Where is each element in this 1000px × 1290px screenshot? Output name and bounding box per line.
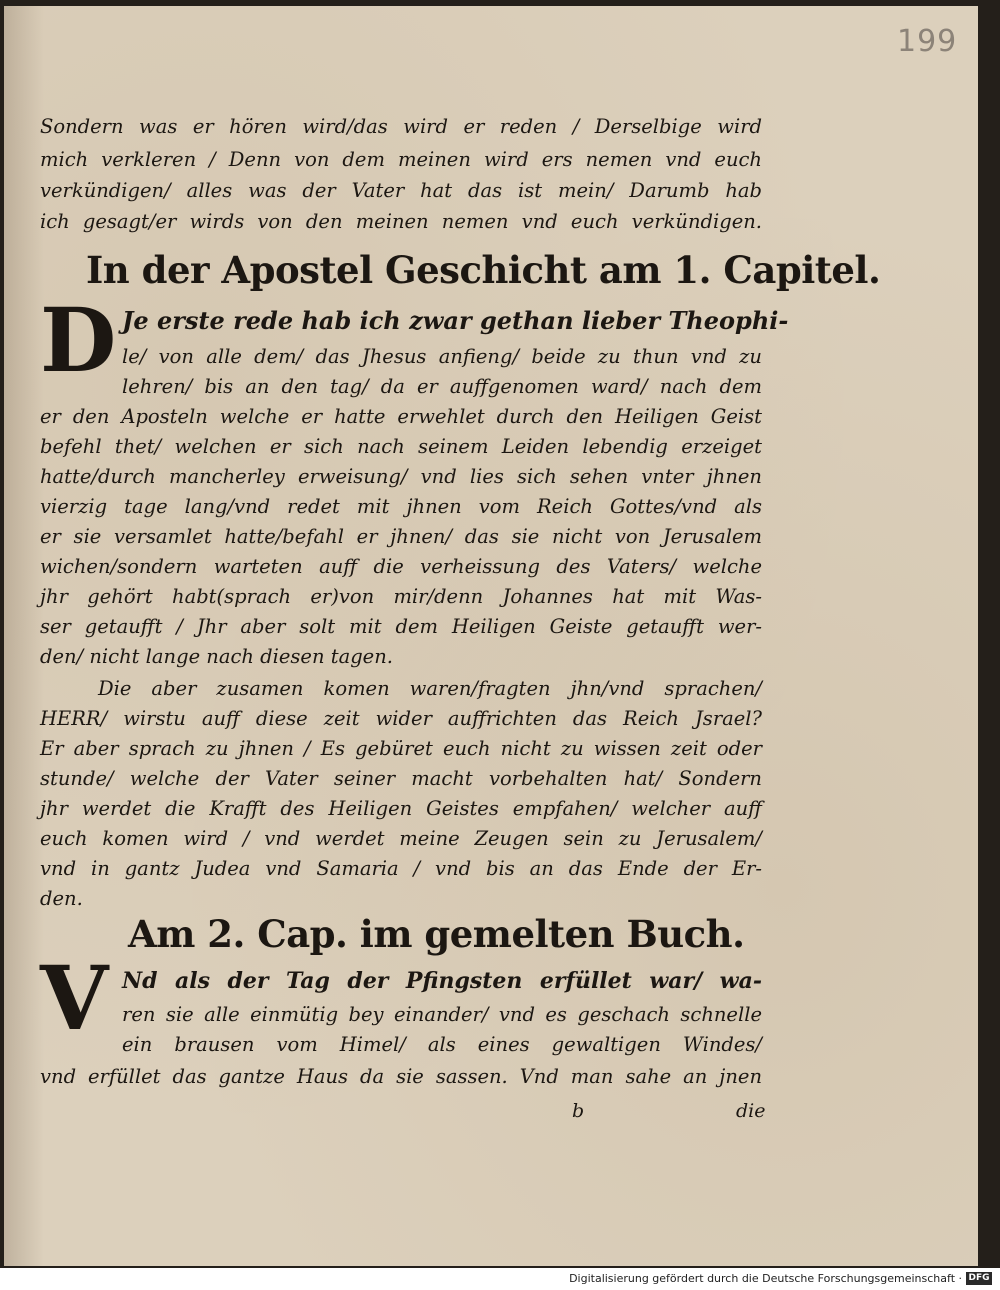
text-line: vnd in gantz Judea vnd Samaria / vnd bis an das Ende der Er- (40, 857, 762, 880)
text-line: Er aber sprach zu jhnen / Es gebüret euch nicht zu wissen zeit oder (40, 737, 762, 760)
text-line: wichen/sondern warteten auff die verheissung des Vaters/ welche (40, 555, 762, 578)
text-line: den/ nicht lange nach diesen tagen. (40, 645, 393, 668)
text-line: ich gesagt/er wirds von den meinen nemen vnd euch verkündigen. (40, 210, 762, 233)
text-line: hatte/durch mancherley erweisung/ vnd lies sich sehen vnter jhnen (40, 465, 762, 488)
text-line: den. (40, 887, 83, 910)
text-line: stunde/ welche der Vater seiner macht vorbehalten hat/ Sondern (40, 767, 762, 790)
text-line: befehl thet/ welchen er sich nach seinem Leiden lebendig erzeiget (40, 435, 762, 458)
text-line: verkündigen/ alles was der Vater hat das ist mein/ Darumb hab (40, 179, 762, 202)
text-line: er sie versamlet hatte/befahl er jhnen/ das sie nicht von Jerusalem (40, 525, 762, 548)
text-line: jhr werdet die Krafft des Heiligen Geistes empfahen/ welcher auff (40, 797, 762, 820)
document-page (4, 6, 978, 1266)
text-line: mich verkleren / Denn von dem meinen wird ers nemen vnd euch (40, 148, 762, 171)
signature-mark: b (572, 1100, 585, 1122)
text-line: le/ von alle dem/ das Jhesus anfieng/ beide zu thun vnd zu (122, 345, 762, 368)
text-line: Die aber zusamen komen waren/fragten jhn/vnd sprachen/ (98, 677, 762, 700)
text-line: jhr gehört habt(sprach er)von mir/denn Johannes hat mit Was- (40, 585, 762, 608)
funding-text: Digitalisierung gefördert durch die Deutsche Forschungsgemeinschaft · (569, 1272, 962, 1285)
text-line: Sondern was er hören wird/das wird er reden / Derselbige wird (40, 115, 762, 138)
text-line: lehren/ bis an den tag/ da er auffgenomen ward/ nach dem (122, 375, 762, 398)
text-line: vierzig tage lang/vnd redet mit jhnen vom Reich Gottes/vnd als (40, 495, 762, 518)
section-heading-2: Am 2. Cap. im gemelten Buch. (128, 912, 745, 956)
text-line: euch komen wird / vnd werdet meine Zeugen sein zu Jerusalem/ (40, 827, 762, 850)
dfg-logo-icon: DFG (966, 1272, 992, 1285)
section-heading-1: In der Apostel Geschicht am 1. Capitel. (86, 248, 881, 292)
text-line: er den Aposteln welche er hatte erwehlet durch den Heiligen Geist (40, 405, 762, 428)
text-line: ser getaufft / Jhr aber solt mit dem Heiligen Geiste getaufft wer- (40, 615, 762, 638)
text-line: vnd erfüllet das gantze Haus da sie sassen. Vnd man sahe an jnen (40, 1065, 762, 1088)
dropcap-initial: V (40, 946, 109, 1050)
text-line: Je erste rede hab ich zwar gethan lieber Theophi- (122, 306, 789, 335)
text-line: HERR/ wirstu auff diese zeit wider auffrichten das Reich Jsrael? (40, 707, 762, 730)
text-line: ren sie alle einmütig bey einander/ vnd es geschach schnelle (122, 1003, 762, 1026)
text-line: Nd als der Tag der Pfingsten erfüllet war/ wa- (122, 968, 762, 994)
dropcap-initial: D (40, 288, 117, 392)
funding-footer (0, 1268, 1000, 1290)
page-number: 199 (897, 24, 958, 59)
text-line: ein brausen vom Himel/ als eines gewaltigen Windes/ (122, 1033, 762, 1056)
catchword: die (736, 1100, 766, 1122)
